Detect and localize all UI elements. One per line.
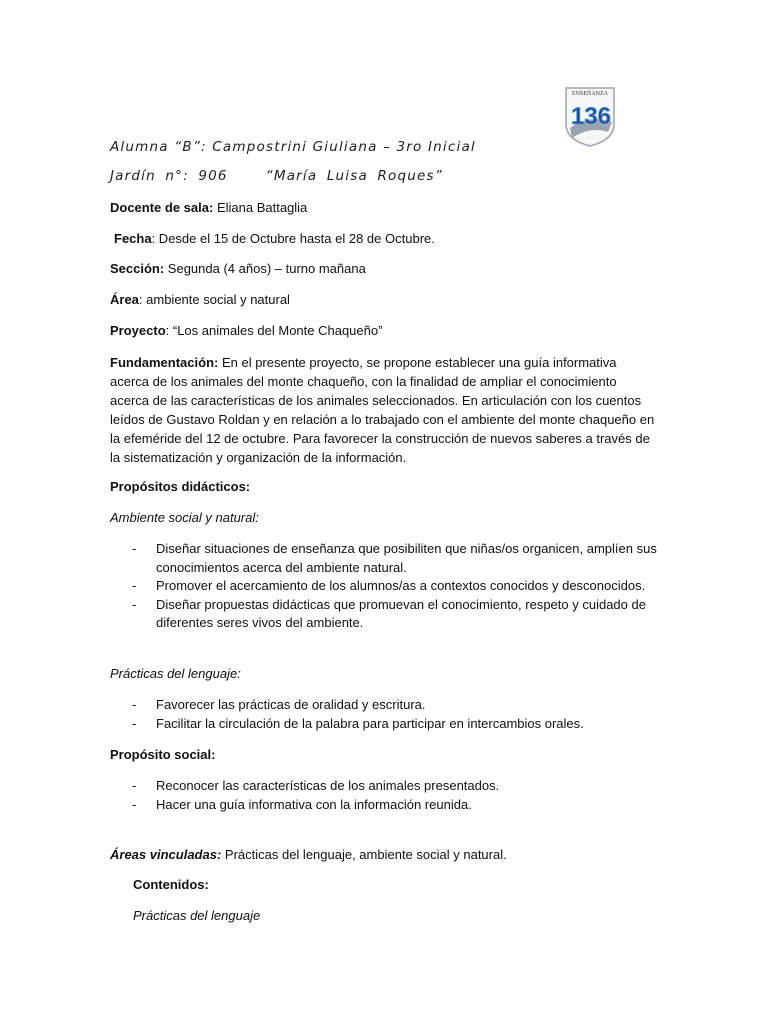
contenidos-subtitle: Prácticas del lenguaje bbox=[133, 908, 261, 923]
logo-top-text: ENSEÑANZA bbox=[572, 91, 608, 97]
field-seccion bbox=[110, 260, 366, 278]
proposito-social-title: Propósito social: bbox=[110, 747, 216, 762]
field-docente bbox=[110, 199, 307, 217]
fecha-label: Fecha bbox=[114, 231, 152, 246]
seccion-value: Segunda (4 años) – turno mañana bbox=[164, 261, 366, 276]
logo-number: 136 bbox=[570, 103, 612, 130]
areas-vinculadas bbox=[110, 846, 507, 864]
docente-value: Eliana Battaglia bbox=[213, 200, 308, 215]
header-student-line: Alumna “B”: Campostrini Giuliana – 3ro Inicial bbox=[110, 139, 476, 155]
fundamentacion-text: En el presente proyecto, se propone establecer una guía informativa acerca de los animales del monte chaqueño, con la finalidad de ampliar el conocimiento acerca de las características de los animales seleccionados. En articulación con los cuentos leídos de Gustavo Roldan y en relación a lo trabajado con el ambiente del monte chaqueño en la efeméride del 12 de octubre. Para favorecer la construcción de nuevos saberes a través de la sistematización y organización de la información. bbox=[110, 355, 655, 465]
list-item: - Hacer una guía informativa con la información reunida. bbox=[132, 796, 472, 812]
area-value: : ambiente social y natural bbox=[138, 292, 290, 307]
fecha-value: : Desde el 15 de Octubre hasta el 28 de Octubre. bbox=[151, 231, 435, 246]
list-item: - Favorecer las prácticas de oralidad y escritura. bbox=[132, 697, 426, 712]
school-logo bbox=[562, 84, 618, 148]
list-item: - Diseñar situaciones de enseñanza que posibiliten que niñas/os organicen, amplíen sus conocimientos acerca del ambiente natural. bbox=[132, 541, 657, 575]
contenidos-title: Contenidos: bbox=[133, 877, 209, 892]
list-item: - Diseñar propuestas didácticas que promuevan el conocimiento, respeto y cuidado de diferentes seres vivos del ambiente. bbox=[132, 596, 646, 630]
ambiente-list bbox=[110, 540, 658, 633]
areas-value: Prácticas del lenguaje, ambiente social y natural. bbox=[221, 847, 507, 862]
proyecto-label: Proyecto bbox=[110, 323, 166, 338]
ambiente-title: Ambiente social y natural: bbox=[110, 510, 259, 525]
list-item: - Promover el acercamiento de los alumnos/as a contextos conocidos y desconocidos. bbox=[132, 578, 646, 593]
field-proyecto bbox=[110, 322, 382, 340]
fundamentacion-label: Fundamentación: bbox=[110, 355, 219, 370]
field-fecha bbox=[114, 230, 435, 248]
propositos-title: Propósitos didácticos: bbox=[110, 479, 251, 494]
list-item: - Facilitar la circulación de la palabra para participar en intercambios orales. bbox=[132, 715, 584, 731]
areas-label: Áreas vinculadas: bbox=[110, 847, 222, 862]
docente-label: Docente de sala: bbox=[110, 200, 214, 215]
header-school-line: Jardín n°: 906 “María Luisa Roques” bbox=[110, 168, 443, 184]
practicas-title: Prácticas del lenguaje: bbox=[110, 666, 241, 681]
social-list bbox=[110, 777, 658, 814]
proyecto-value: : “Los animales del Monte Chaqueño” bbox=[165, 323, 383, 338]
area-label: Área bbox=[110, 292, 139, 307]
list-item: - Reconocer las características de los animales presentados. bbox=[132, 778, 500, 793]
field-area bbox=[110, 291, 290, 309]
seccion-label: Sección: bbox=[110, 261, 165, 276]
fundamentacion-paragraph bbox=[110, 353, 658, 467]
practicas-list bbox=[110, 696, 658, 733]
